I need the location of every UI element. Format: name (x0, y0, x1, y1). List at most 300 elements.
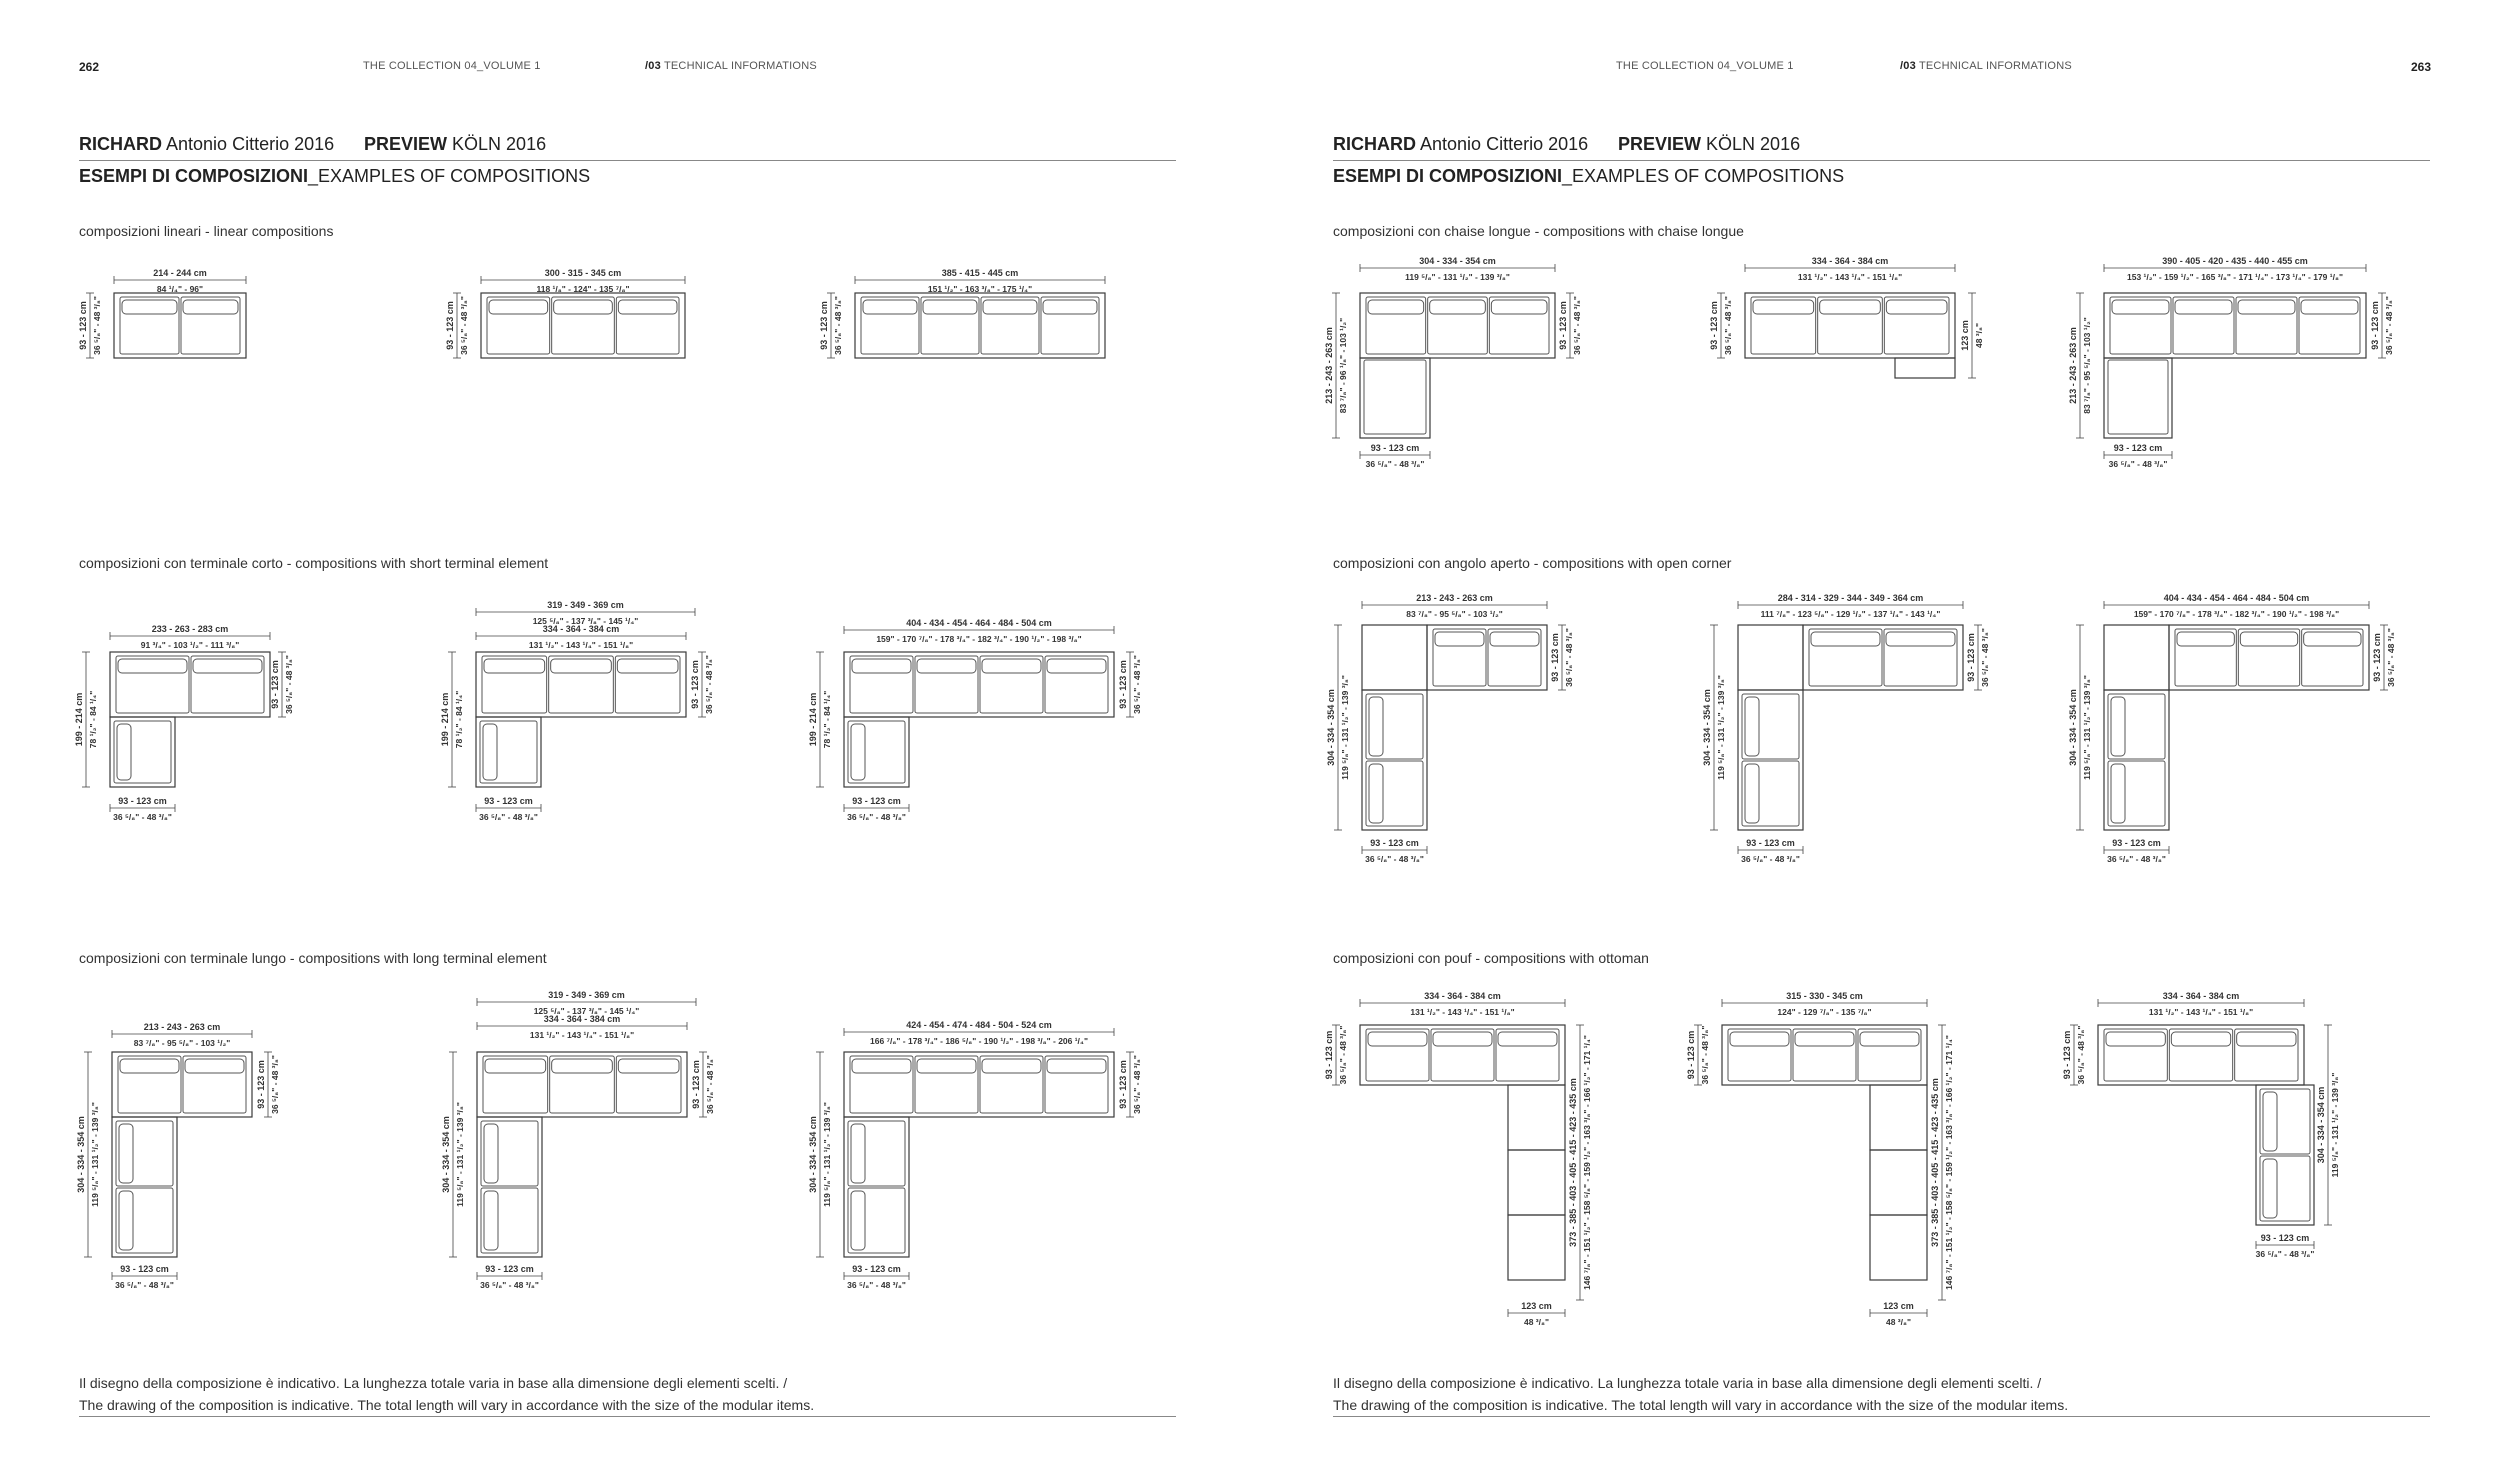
dimension-inch: 83 ⁷/₈" - 95 ⁵/₈" - 103 ¹/₂" (1406, 609, 1503, 619)
seat-module (850, 656, 913, 713)
dimension-cm: 390 - 405 - 420 - 435 - 440 - 455 cm (2162, 256, 2308, 266)
ottoman-composition-3 (2062, 991, 2340, 1259)
dimension-inch: 78 ¹/₂" - 84 ¹/₄" (822, 690, 832, 749)
dimension-inch: 36 ⁵/₈" - 48 ³/₈" (1700, 1025, 1710, 1085)
sofa-outline (1745, 293, 1955, 358)
section-heading-linear: composizioni lineari - linear compositions (79, 223, 334, 239)
dimension-cm: 93 - 123 cm (2062, 1030, 2072, 1080)
back-cushion (1753, 300, 1814, 314)
subtitle-rest: _EXAMPLES OF COMPOSITIONS (308, 166, 591, 186)
dimension-cm: 93 - 123 cm (1370, 443, 1420, 453)
dimension-inch: 131 ¹/₂" - 143 ¹/₄" - 151 ¹/₈" (2148, 1007, 2254, 1017)
dimension-inch: 48 ³/₈" (1523, 1317, 1550, 1327)
sofa-outline (1360, 1025, 1565, 1085)
seat-module (1858, 1029, 1921, 1081)
back-cushion (1820, 300, 1881, 314)
dimension-cm: 93 - 123 cm (1746, 838, 1795, 848)
dimension-cm: 93 - 123 cm (1370, 838, 1419, 848)
dimension-cm: 93 - 123 cm (852, 1264, 901, 1274)
back-cushion (122, 300, 177, 314)
sofa-outline (855, 293, 1105, 358)
back-cushion (852, 1059, 911, 1073)
back-cushion (1368, 300, 1424, 314)
back-cushion (1745, 764, 1759, 823)
dimension-cm: 123 cm (1521, 1301, 1552, 1311)
dimension-inch: 84 ¹/₄" - 96" (156, 284, 204, 294)
dimension-inch: 111 ⁷/₈" - 123 ⁵/₈" - 129 ¹/₂" - 137 ¹/₄" - 143 ¹/₄" (1760, 609, 1941, 619)
back-cushion (983, 300, 1037, 314)
dimension-inch: 36 ⁵/₈" - 48 ³/₈" (1338, 1025, 1348, 1085)
dimension-inch: 91 ³/₄" - 103 ¹/₂" - 111 ³/₈" (140, 640, 240, 650)
seat-module (1742, 761, 1799, 826)
dimension-cm: 93 - 123 cm (2370, 301, 2380, 350)
back-cushion (484, 1124, 498, 1183)
seat-module (550, 1056, 615, 1113)
seat-module (1366, 761, 1423, 826)
dimension-cm: 93 - 123 cm (484, 796, 533, 806)
product-name: RICHARD (1333, 134, 1416, 154)
dimension-inch: 36 ⁵/₈" - 48 ³/₈" (1723, 296, 1733, 355)
product-name: RICHARD (79, 134, 162, 154)
dimension-cm: 284 - 314 - 329 - 344 - 349 - 364 cm (1777, 593, 1924, 603)
section-heading-ottoman: composizioni con pouf - compositions with ottoman (1333, 950, 1649, 966)
dimension-inch: 36 ⁵/₈" - 48 ³/₈" (479, 812, 538, 822)
seat-module (1364, 360, 1426, 434)
back-cushion (193, 659, 262, 673)
seat-module (1884, 629, 1957, 686)
dimension-inch: 36 ⁵/₈" - 48 ³/₈" (705, 1055, 715, 1114)
sofa-outline (1360, 358, 1430, 438)
dimension-cm: 93 - 123 cm (485, 1264, 534, 1274)
preview-place: KÖLN 2016 (1706, 134, 1801, 154)
dimension-inch: 36 ⁵/₈" - 48 ³/₈" (1365, 854, 1424, 864)
back-cushion (1043, 300, 1097, 314)
dimension-cm: 93 - 123 cm (2112, 838, 2161, 848)
back-cushion (1369, 697, 1383, 756)
seat-module (116, 1188, 173, 1253)
back-cushion (484, 659, 545, 673)
seat-module (1496, 1029, 1559, 1081)
sofa-outline (2104, 625, 2169, 690)
long-terminal-composition-2 (441, 990, 715, 1290)
seat-module (116, 656, 189, 713)
dimension-inch: 36 ⁵/₈" - 48 ³/₈" (2255, 1249, 2315, 1259)
back-cushion (1369, 764, 1383, 823)
dimension-cm: 93 - 123 cm (1558, 301, 1568, 350)
footnote-italian: Il disegno della composizione è indicativo. La lunghezza totale varia in base alla dimensione degli elementi scelti. / (79, 1375, 788, 1391)
seat-module (1366, 694, 1423, 759)
dimension-inch: 36 ⁵/₈" - 48 ³/₈" (1132, 655, 1142, 714)
dimension-inch: 119 ⁵/₈" - 131 ¹/₂" - 139 ³/₈" (90, 1102, 100, 1207)
seat-module (2236, 297, 2297, 354)
dimension-cm: 424 - 454 - 474 - 484 - 504 - 524 cm (906, 1020, 1052, 1030)
back-cushion (982, 659, 1041, 673)
sofa-outline (844, 652, 1114, 717)
dimension-inch: 125 ⁵/₈" - 137 ³/₈" - 145 ¹/₄" (533, 1006, 640, 1016)
dimension-inch: 159" - 170 ⁷/₈" - 178 ³/₄" - 182 ³/₄" - 190 ¹/₂" - 198 ³/₈" (2133, 609, 2340, 619)
section-name: TECHNICAL INFORMATIONS (663, 60, 817, 72)
back-cushion (551, 659, 612, 673)
seat-module (1045, 656, 1108, 713)
sofa-outline (114, 293, 246, 358)
dimension-inch: 36 ⁵/₈" - 48 ³/₈" (2386, 628, 2396, 687)
dimension-cm: 319 - 349 - 369 cm (547, 600, 624, 610)
seat-module (1751, 297, 1816, 354)
short-terminal-composition-3 (808, 618, 1142, 822)
seat-module (1793, 1029, 1856, 1081)
dimension-cm: 334 - 364 - 384 cm (1424, 991, 1501, 1001)
dimension-inch: 36 ⁵/₈" - 48 ³/₈" (284, 655, 294, 714)
page-number: 262 (79, 60, 100, 74)
seat-module (1366, 1029, 1429, 1081)
dimension-cm: 304 - 334 - 354 cm (1326, 689, 1336, 766)
sofa-outline (2104, 293, 2366, 358)
section-heading-chaise: composizioni con chaise longue - compositions with chaise longue (1333, 223, 1744, 239)
dimension-inch: 166 ⁷/₈" - 178 ³/₄" - 186 ⁵/₈" - 190 ¹/₂" - 198 ³/₈" - 206 ¹/₄" (869, 1036, 1089, 1046)
back-cushion (185, 1059, 244, 1073)
dimension-inch: 125 ⁵/₈" - 137 ³/₈" - 145 ¹/₄" (532, 616, 639, 626)
seat-module (118, 1056, 181, 1113)
sofa-outline (112, 1117, 177, 1257)
chaise-composition-1 (1324, 256, 1582, 469)
back-cushion (1886, 300, 1947, 314)
footnote-english: The drawing of the composition is indicative. The total length will vary in accordance with the size of the modular items. (1333, 1397, 2069, 1413)
back-cushion (1491, 300, 1547, 314)
back-cushion (851, 724, 865, 780)
footnote-english: The drawing of the composition is indicative. The total length will vary in accordance with the size of the modular items. (79, 1397, 815, 1413)
designer: Antonio Citterio 2016 (1420, 134, 1589, 154)
open-corner-composition-2 (1702, 593, 1990, 864)
dimension-cm: 304 - 334 - 354 cm (441, 1116, 451, 1193)
dimension-cm: 373 - 385 - 403 - 405 - 415 - 423 - 435 cm (1568, 1078, 1578, 1247)
dimension-inch: 83 ⁷/₈" - 96 ¹/₈" - 103 ¹/₂" (1338, 317, 1348, 414)
back-cushion (119, 1124, 133, 1183)
dimension-cm: 213 - 243 - 263 cm (143, 1022, 221, 1032)
dimension-cm: 93 - 123 cm (1324, 1030, 1334, 1080)
dimension-cm: 93 - 123 cm (2372, 633, 2382, 682)
back-cushion (1047, 1059, 1106, 1073)
dimension-cm: 213 - 243 - 263 cm (1416, 593, 1493, 603)
dimension-inch: 36 ⁵/₈" - 48 ³/₈" (480, 1280, 539, 1290)
seat-module (1428, 297, 1488, 354)
linear-composition-4-seat (819, 268, 1105, 358)
dimension-cm: 334 - 364 - 384 cm (542, 624, 620, 634)
long-terminal-composition-1 (76, 1022, 280, 1290)
dimension-cm: 93 - 123 cm (2113, 443, 2163, 453)
sofa-outline (1803, 625, 1963, 690)
dimension-inch: 36 ⁵/₈" - 48 ³/₈" (2108, 459, 2168, 469)
dimension-cm: 213 - 243 - 263 cm (1324, 327, 1334, 404)
seat-module (1742, 694, 1799, 759)
dimension-cm: 93 - 123 cm (120, 1264, 169, 1274)
seat-module (1045, 1056, 1108, 1113)
dimension-inch: 119 ⁵/₈" - 131 ¹/₂" - 139 ³/₈" (1340, 675, 1350, 780)
seat-module (2110, 297, 2171, 354)
seat-module (1433, 629, 1486, 686)
dimension-cm: 233 - 263 - 283 cm (151, 624, 229, 634)
seat-module (915, 1056, 978, 1113)
dimension-cm: 404 - 434 - 454 - 464 - 484 - 504 cm (2163, 593, 2310, 603)
dimension-inch: 36 ⁵/₈" - 48 ³/₈" (270, 1055, 280, 1114)
seat-module (2238, 629, 2299, 686)
back-cushion (554, 300, 613, 314)
dimension-cm: 214 - 244 cm (153, 268, 207, 278)
seat-module (1366, 297, 1426, 354)
sofa-outline (1738, 625, 1803, 690)
dimension-cm: 123 cm (1960, 320, 1970, 351)
sofa-outline (1362, 625, 1427, 690)
seat-module (114, 721, 171, 783)
back-cushion (2111, 764, 2125, 823)
section-heading-short-terminal: composizioni con terminale corto - compositions with short terminal element (79, 555, 549, 571)
sofa-outline (2169, 625, 2369, 690)
dimension-inch: 78 ¹/₂" - 84 ¹/₄" (454, 690, 464, 749)
dimension-cm: 304 - 334 - 354 cm (808, 1116, 818, 1193)
seat-module (2260, 1089, 2310, 1154)
sofa-outline (2098, 1025, 2304, 1085)
back-cushion (917, 659, 976, 673)
dimension-cm: 319 - 349 - 369 cm (548, 990, 625, 1000)
seat-module (481, 1121, 538, 1186)
seat-module (549, 656, 614, 713)
sofa-outline (1722, 1025, 1927, 1085)
dimension-inch: 36 ⁵/₈" - 48 ³/₈" (2076, 1025, 2086, 1085)
dimension-inch: 36 ⁵/₈" - 48 ³/₈" (1564, 628, 1574, 687)
dimension-inch: 36 ⁵/₈" - 48 ³/₈" (115, 1280, 174, 1290)
back-cushion (1433, 1032, 1492, 1046)
seat-module (2104, 1029, 2167, 1081)
back-cushion (1490, 632, 1539, 646)
seat-module (1489, 297, 1549, 354)
dimension-inch: 83 ⁷/₈" - 95 ⁵/₈" - 103 ¹/₂" (133, 1038, 231, 1048)
back-cushion (2111, 697, 2125, 756)
seat-module (850, 1056, 913, 1113)
back-cushion (2238, 300, 2295, 314)
dimension-cm: 93 - 123 cm (852, 796, 901, 806)
dimension-cm: 93 - 123 cm (690, 660, 700, 709)
seat-module (2173, 297, 2234, 354)
sofa-outline (476, 652, 686, 717)
back-cushion (2301, 300, 2358, 314)
dimension-inch: 36 ⁵/₈" - 48 ³/₈" (833, 296, 843, 355)
back-cushion (120, 1059, 179, 1073)
collection-label: THE COLLECTION 04_VOLUME 1 (1616, 60, 1794, 72)
sofa-outline (1895, 358, 1955, 378)
sofa-outline (1427, 625, 1547, 690)
dimension-cm: 334 - 364 - 384 cm (2162, 991, 2240, 1001)
seat-module (2169, 1029, 2232, 1081)
dimension-cm: 373 - 385 - 403 - 405 - 415 - 423 - 435 cm (1930, 1078, 1940, 1247)
dimension-inch: 131 ¹/₂" - 143 ¹/₄" - 151 ¹/₈" (529, 1030, 635, 1040)
section-heading-long-terminal: composizioni con terminale lungo - compositions with long terminal element (79, 950, 547, 966)
section-heading-open-corner: composizioni con angolo aperto - compositions with open corner (1333, 555, 1732, 571)
seat-module (2302, 629, 2363, 686)
dimension-cm: 304 - 334 - 354 cm (2316, 1086, 2326, 1164)
designer: Antonio Citterio 2016 (166, 134, 335, 154)
dimension-cm: 304 - 334 - 354 cm (1702, 689, 1712, 766)
dimension-cm: 199 - 214 cm (440, 692, 450, 747)
sofa-outline (1738, 690, 1803, 830)
sofa-outline (1508, 1215, 1565, 1280)
dimension-cm: 334 - 364 - 384 cm (543, 1014, 621, 1024)
linear-composition-3-seat (445, 268, 685, 358)
seat-module (120, 297, 179, 354)
sofa-outline (1870, 1085, 1927, 1150)
sofa-outline (1360, 293, 1555, 358)
dimension-cm: 93 - 123 cm (1686, 1030, 1696, 1080)
seat-module (2108, 360, 2168, 434)
back-cushion (982, 1059, 1041, 1073)
back-cushion (2304, 632, 2361, 646)
sofa-outline (2104, 690, 2169, 830)
sofa-outline (844, 717, 909, 787)
preview-word: PREVIEW (364, 134, 448, 154)
dimension-inch: 119 ⁵/₈" - 131 ¹/₂" - 139 ³/₈" (2330, 1072, 2340, 1178)
back-cushion (2263, 1092, 2277, 1151)
dimension-cm: 300 - 315 - 345 cm (544, 268, 622, 278)
dimension-cm: 93 - 123 cm (256, 1060, 266, 1109)
sofa-outline (476, 717, 541, 787)
seat-module (483, 1056, 548, 1113)
seat-module (191, 656, 264, 713)
back-cushion (483, 724, 497, 780)
back-cushion (1886, 632, 1955, 646)
dimension-cm: 93 - 123 cm (1966, 633, 1976, 682)
seat-module (615, 656, 680, 713)
dimension-cm: 93 - 123 cm (78, 301, 88, 350)
sofa-outline (112, 1052, 252, 1117)
dimension-inch: 36 ⁵/₈" - 48 ³/₈" (847, 1280, 906, 1290)
seat-module (616, 297, 679, 354)
dimension-cm: 93 - 123 cm (1118, 660, 1128, 709)
back-cushion (2175, 300, 2232, 314)
seat-module (2108, 694, 2165, 759)
seat-module (2175, 629, 2236, 686)
back-cushion (183, 300, 238, 314)
back-cushion (1730, 1032, 1789, 1046)
seat-module (1728, 1029, 1791, 1081)
back-cushion (117, 724, 131, 780)
dimension-inch: 36 ⁵/₈" - 48 ³/₈" (2384, 296, 2394, 355)
dimension-cm: 93 - 123 cm (1709, 301, 1719, 350)
seat-module (487, 297, 550, 354)
seat-module (1488, 629, 1541, 686)
seat-module (848, 721, 905, 783)
sofa-outline (844, 1117, 909, 1257)
dimension-inch: 131 ¹/₂" - 143 ¹/₄" - 151 ¹/₈" (1797, 272, 1903, 282)
sofa-outline (1870, 1215, 1927, 1280)
open-corner-composition-3 (2068, 593, 2396, 864)
seat-module (481, 1188, 538, 1253)
back-cushion (2237, 1032, 2296, 1046)
sofa-outline (110, 652, 270, 717)
dimension-inch: 48 ³/₈" (1974, 322, 1984, 349)
seat-module (1809, 629, 1882, 686)
section-number: /03 (645, 60, 661, 72)
subtitle-bold: ESEMPI DI COMPOSIZIONI (1333, 166, 1563, 186)
back-cushion (1860, 1032, 1919, 1046)
ottoman-composition-2 (1686, 991, 1954, 1327)
back-cushion (2177, 632, 2234, 646)
back-cushion (1368, 1032, 1427, 1046)
seat-module (1041, 297, 1099, 354)
dimension-inch: 146 ⁷/₈" - 151 ¹/₂" - 158 ⁵/₈" - 159 ¹/₂" - 163 ³/₈" - 166 ¹/₂" - 171 ¹/₄" (1944, 1035, 1954, 1290)
back-cushion (1498, 1032, 1557, 1046)
back-cushion (1047, 659, 1106, 673)
back-cushion (489, 300, 548, 314)
back-cushion (1795, 1032, 1854, 1046)
sofa-outline (2104, 358, 2172, 438)
sofa-outline (2256, 1085, 2314, 1225)
subtitle-rest: _EXAMPLES OF COMPOSITIONS (1562, 166, 1845, 186)
sofa-outline (477, 1117, 542, 1257)
seat-module (981, 297, 1039, 354)
dimension-inch: 48 ³/₈" (1885, 1317, 1912, 1327)
chaise-composition-2 (1709, 256, 1984, 378)
dimension-inch: 153 ¹/₂" - 159 ¹/₂" - 165 ³/₈" - 171 ¹/₄" - 173 ¹/₄" - 179 ¹/₈" (2127, 272, 2343, 282)
dimension-inch: 36 ⁵/₈" - 48 ³/₈" (847, 812, 906, 822)
sofa-outline (110, 717, 175, 787)
short-terminal-composition-2 (440, 600, 714, 822)
dimension-cm: 315 - 330 - 345 cm (1786, 991, 1863, 1001)
seat-module (2299, 297, 2360, 354)
dimension-inch: 36 ⁵/₈" - 48 ³/₈" (113, 812, 172, 822)
dimension-inch: 36 ⁵/₈" - 48 ³/₈" (1132, 1055, 1142, 1114)
dimension-inch: 36 ⁵/₈" - 48 ³/₈" (2107, 854, 2166, 864)
sofa-outline (844, 1052, 1114, 1117)
back-cushion (119, 1191, 133, 1250)
back-cushion (851, 1191, 865, 1250)
dimension-cm: 93 - 123 cm (270, 660, 280, 709)
dimension-inch: 119 ⁵/₈" - 131 ¹/₂" - 139 ³/₈" (455, 1102, 465, 1207)
seat-module (1884, 297, 1949, 354)
back-cushion (552, 1059, 613, 1073)
dimension-cm: 213 - 243 - 263 cm (2068, 327, 2078, 404)
dimension-cm: 304 - 334 - 354 cm (1419, 256, 1496, 266)
seat-module (2260, 1156, 2310, 1221)
seat-module (552, 297, 615, 354)
seat-module (480, 721, 537, 783)
subtitle-bold: ESEMPI DI COMPOSIZIONI (79, 166, 309, 186)
sofa-outline (1508, 1085, 1565, 1150)
seat-module (2108, 761, 2165, 826)
dimension-cm: 199 - 214 cm (74, 692, 84, 747)
dimension-inch: 119 ⁵/₈" - 131 ¹/₂" - 139 ³/₈" (1405, 272, 1510, 282)
back-cushion (923, 300, 977, 314)
dimension-inch: 78 ¹/₂" - 84 ¹/₄" (88, 690, 98, 749)
back-cushion (484, 1191, 498, 1250)
back-cushion (2240, 632, 2297, 646)
dimension-inch: 83 ⁷/₈" - 95 ⁵/₈" - 103 ¹/₂" (2082, 317, 2092, 414)
seat-module (921, 297, 979, 354)
preview-word: PREVIEW (1618, 134, 1702, 154)
back-cushion (617, 659, 678, 673)
long-terminal-composition-3 (808, 1020, 1142, 1290)
collection-label: THE COLLECTION 04_VOLUME 1 (363, 60, 541, 72)
open-corner-composition-1 (1326, 593, 1574, 864)
dimension-inch: 119 ⁵/₈" - 131 ¹/₂" - 139 ³/₈" (1716, 675, 1726, 780)
seat-module (980, 656, 1043, 713)
sofa-outline (1870, 1150, 1927, 1215)
seat-module (2235, 1029, 2298, 1081)
seat-module (980, 1056, 1043, 1113)
back-cushion (1745, 697, 1759, 756)
back-cushion (1435, 632, 1484, 646)
back-cushion (852, 659, 911, 673)
dimension-inch: 119 ⁵/₈" - 131 ¹/₂" - 139 ³/₈" (2082, 675, 2092, 780)
seat-module (915, 656, 978, 713)
dimension-inch: 36 ⁵/₈" - 48 ³/₈" (1572, 296, 1582, 355)
